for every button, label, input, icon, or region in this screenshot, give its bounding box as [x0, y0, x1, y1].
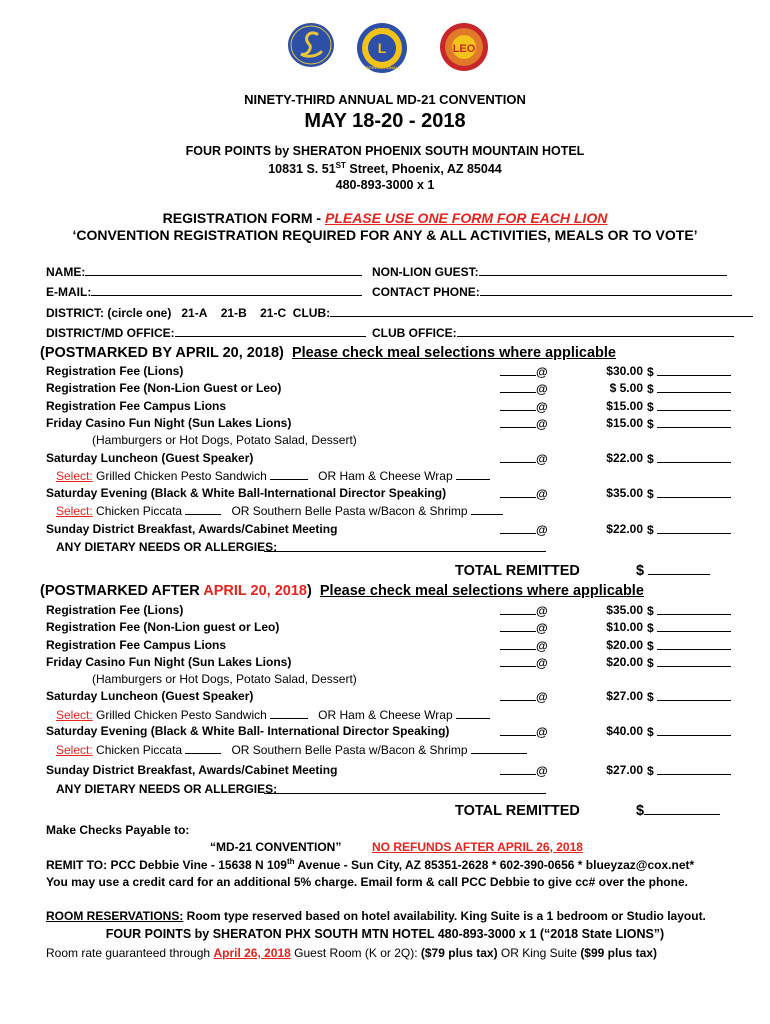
late-total-amount[interactable]: $	[636, 803, 720, 819]
no-refunds-notice: NO REFUNDS AFTER APRIL 26, 2018	[372, 840, 583, 854]
late-section-heading: (POSTMARKED AFTER APRIL 20, 2018) Please check meal selections where applicable	[40, 583, 644, 599]
hotel-name: FOUR POINTS by SHERATON PHOENIX SOUTH MOUNTAIN HOTEL	[185, 144, 585, 158]
name-field[interactable]: NAME:	[46, 264, 362, 279]
remit-to-address: REMIT TO: PCC Debbie Vine - 15638 N 109th Avenue - Sun City, AZ 85351-2628 * 602-390-0656 * blueyzaz@cox.net*	[46, 857, 695, 872]
late-reg-campus-row[interactable]: Registration Fee Campus Lions @ $20.00 $	[46, 638, 736, 655]
late-lunch-select-row[interactable]: Select: Grilled Chicken Pesto Sandwich OR Ham & Cheese Wrap	[46, 707, 736, 724]
late-reg-lions-row[interactable]: Registration Fee (Lions) @ $35.00 $	[46, 603, 736, 620]
late-evening-select-row[interactable]: Select: Chicken Piccata OR Southern Belle Pasta w/Bacon & Shrimp	[46, 742, 736, 759]
convention-name: NINETY-THIRD ANNUAL MD-21 CONVENTION	[244, 92, 526, 107]
district-21a: 21-A	[181, 306, 208, 320]
early-breakfast-row[interactable]: Sunday District Breakfast, Awards/Cabinet Meeting @ $22.00 $	[46, 522, 736, 539]
early-luncheon-row[interactable]: Saturday Luncheon (Guest Speaker) @ $22.00 $	[46, 451, 736, 468]
district-21b: 21-B	[220, 306, 247, 320]
contact-phone-field[interactable]: CONTACT PHONE:	[372, 284, 732, 299]
early-dietary-row[interactable]: ANY DIETARY NEEDS OR ALLERGIES:	[46, 540, 736, 557]
early-casino-note: (Hamburgers or Hot Dogs, Potato Salad, Dessert)	[92, 433, 357, 447]
early-total-remitted: TOTAL REMITTED	[455, 563, 580, 579]
hotel-address: 10831 S. 51ST Street, Phoenix, AZ 85044	[268, 161, 502, 177]
early-reg-lions-row[interactable]: Registration Fee (Lions) @ $30.00 $	[46, 364, 736, 381]
early-reg-campus-row[interactable]: Registration Fee Campus Lions @ $15.00 $	[46, 399, 736, 416]
non-lion-guest-field[interactable]: NON-LION GUEST:	[372, 264, 727, 279]
early-lunch-select-row[interactable]: Select: Grilled Chicken Pesto Sandwich OR Ham & Cheese Wrap	[46, 468, 736, 485]
late-luncheon-row[interactable]: Saturday Luncheon (Guest Speaker) @ $27.00 $	[46, 689, 736, 706]
email-field[interactable]: E-MAIL:	[46, 284, 362, 299]
late-casino-row[interactable]: Friday Casino Fun Night (Sun Lakes Lions) @ $20.00 $	[46, 655, 736, 672]
registration-requirement: ‘CONVENTION REGISTRATION REQUIRED FOR ANY & ALL ACTIVITIES, MEALS OR TO VOTE’	[72, 227, 698, 243]
late-dietary-row[interactable]: ANY DIETARY NEEDS OR ALLERGIES:	[46, 782, 736, 799]
payee-name: “MD-21 CONVENTION”	[210, 840, 342, 854]
leo-club-logo	[439, 22, 489, 72]
late-casino-note: (Hamburgers or Hot Dogs, Potato Salad, Dessert)	[92, 672, 357, 686]
room-reservations: ROOM RESERVATIONS: Room type reserved based on hotel availability. King Suite is a 1 bedroom or Studio layout.	[46, 909, 706, 923]
early-section-heading: (POSTMARKED BY APRIL 20, 2018) Please check meal selections where applicable	[40, 345, 616, 361]
svg-text:L: L	[377, 40, 387, 56]
district-field[interactable]: DISTRICT: (circle one) 21-A 21-B 21-C CLUB:	[46, 305, 753, 320]
club-office-field[interactable]: CLUB OFFICE:	[372, 325, 734, 340]
one-form-notice: PLEASE USE ONE FORM FOR EACH LION	[324, 210, 608, 226]
district-21c: 21-C	[260, 306, 287, 320]
early-casino-row[interactable]: Friday Casino Fun Night (Sun Lakes Lions) @ $15.00 $	[46, 416, 736, 433]
svg-text:LEO: LEO	[452, 43, 476, 55]
svg-text:LIONS: LIONS	[374, 28, 390, 34]
script-l-logo	[287, 22, 335, 68]
district-office-field[interactable]: DISTRICT/MD OFFICE:	[46, 325, 366, 340]
lions-international-logo	[356, 22, 408, 74]
late-reg-nonlion-row[interactable]: Registration Fee (Non-Lion guest or Leo) @ $10.00 $	[46, 620, 736, 637]
checks-payable-label: Make Checks Payable to:	[46, 823, 190, 837]
svg-text:INTERNATIONAL: INTERNATIONAL	[365, 65, 399, 70]
hotel-phone: 480-893-3000 x 1	[335, 178, 435, 192]
early-reg-nonlion-row[interactable]: Registration Fee (Non-Lion Guest or Leo) @ $ 5.00 $	[46, 381, 736, 398]
early-evening-row[interactable]: Saturday Evening (Black & White Ball-International Director Speaking) @ $35.00 $	[46, 486, 736, 503]
early-evening-select-row[interactable]: Select: Chicken Piccata OR Southern Belle Pasta w/Bacon & Shrimp	[46, 503, 736, 520]
late-total-remitted: TOTAL REMITTED	[455, 803, 580, 819]
hotel-reservation-line: FOUR POINTS by SHERATON PHX SOUTH MTN HOTEL 480-893-3000 x 1 (“2018 State LIONS”)	[105, 927, 665, 941]
logo-row	[0, 22, 770, 78]
early-total-amount[interactable]: $	[636, 563, 710, 579]
convention-dates: MAY 18-20 - 2018	[304, 110, 466, 132]
room-rate-line: Room rate guaranteed through April 26, 2018 Guest Room (K or 2Q): ($79 plus tax) OR King Suite ($99 plus tax)	[46, 946, 658, 960]
credit-card-note: You may use a credit card for an additional 5% charge. Email form & call PCC Debbie to give cc# over the phone.	[46, 875, 688, 889]
form-title: REGISTRATION FORM - PLEASE USE ONE FORM FOR EACH LION	[162, 210, 608, 226]
late-evening-row[interactable]: Saturday Evening (Black & White Ball- International Director Speaking) @ $40.00 $	[46, 724, 736, 741]
late-breakfast-row[interactable]: Sunday District Breakfast, Awards/Cabinet Meeting @ $27.00 $	[46, 763, 736, 780]
